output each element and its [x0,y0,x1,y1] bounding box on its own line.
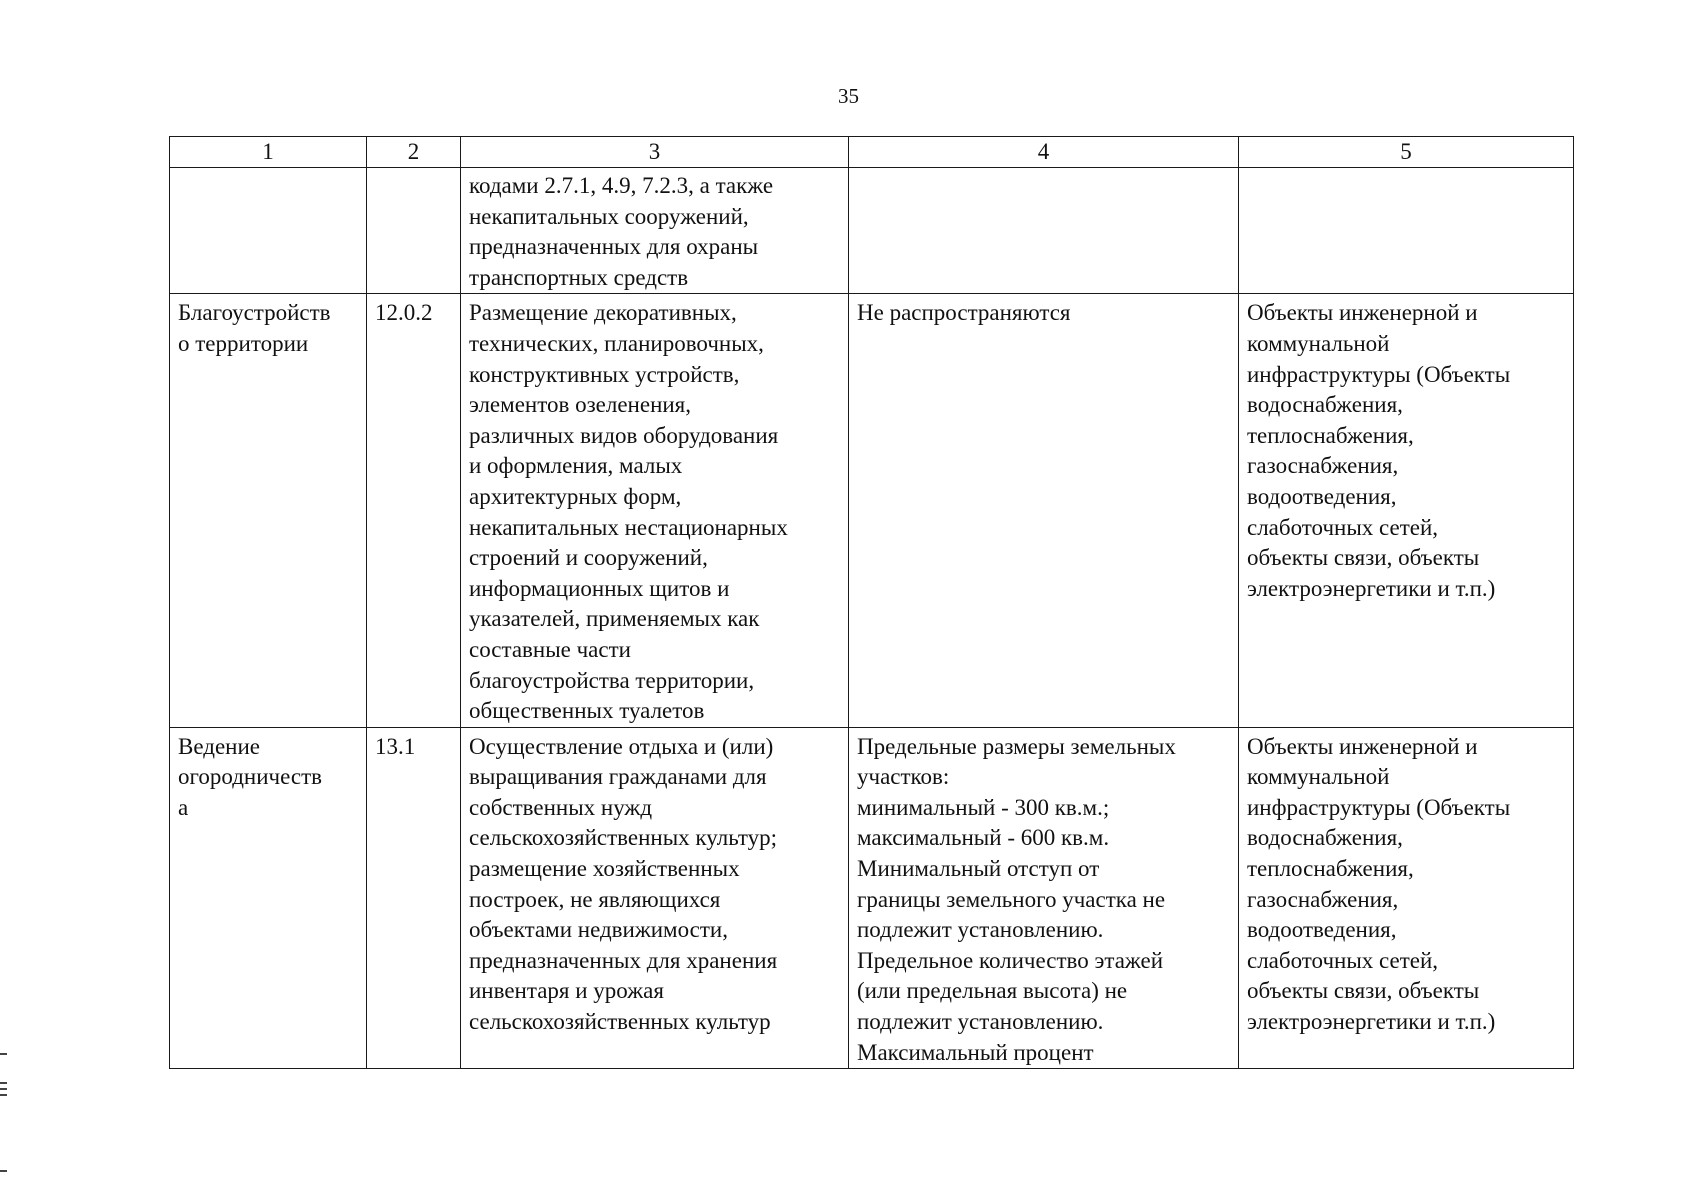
cell-text-line: некапитальных нестационарных [469,514,788,540]
cell-text-line: предназначенных для хранения [469,947,778,973]
cell-text-line: благоустройства территории, [469,667,755,693]
land-use-table [169,136,1574,1069]
table-body [170,168,1574,1069]
cell-text-line: границы земельного участка не [857,886,1166,912]
header-col-4: 4 [849,137,1239,168]
cell-text-line: водоснабжения, [1247,825,1403,851]
cell-use-name [170,168,367,294]
cell-text-line: составные части [469,636,631,662]
cell-text-line: огородничеств [178,764,322,790]
cell-text-line: объекты связи, объекты [1247,545,1480,571]
cell-text-line: сельскохозяйственных культур; [469,825,777,851]
cell-text-line: Объекты инженерной и [1247,733,1478,759]
cell-text-line: теплоснабжения, [1247,856,1414,882]
scan-margin-mark [0,1053,7,1055]
cell-text-line: электроэнергетики и т.п.) [1247,575,1496,601]
header-col-1: 1 [170,137,367,168]
cell-text-line: указателей, применяемых как [469,606,760,632]
cell-text-line: (или предельная высота) не [857,978,1128,1004]
cell-parameters [849,168,1239,294]
cell-text-line: Максимальный процент [857,1039,1094,1065]
scan-margin-mark [0,1094,7,1096]
cell-code: 13.1 [367,727,461,1069]
cell-text-line: Благоустройств [178,300,331,326]
cell-text-line: слаботочных сетей, [1247,514,1439,540]
cell-text-line: газоснабжения, [1247,453,1399,479]
cell-auxiliary-uses [1239,168,1574,294]
cell-text-line: инфраструктуры (Объекты [1247,794,1511,820]
cell-text-line: построек, не являющихся [469,886,721,912]
cell-text-line: максимальный - 600 кв.м. [857,825,1110,851]
header-col-2: 2 [367,137,461,168]
cell-text-line: Ведение [178,733,260,759]
cell-text-line: Объекты инженерной и [1247,300,1478,326]
cell-text-line: конструктивных устройств, [469,361,740,387]
cell-text-line: газоснабжения, [1247,886,1399,912]
cell-text-line: размещение хозяйственных [469,856,740,882]
cell-text-line: Осуществление отдыха и (или) [469,733,774,759]
cell-text-line: водоотведения, [1247,917,1397,943]
cell-text-line: инфраструктуры (Объекты [1247,361,1511,387]
cell-text-line: подлежит установлению. [857,917,1104,943]
scan-margin-mark [0,1082,7,1084]
cell-text-line: теплоснабжения, [1247,422,1414,448]
cell-text-line: Предельные размеры земельных [857,733,1176,759]
cell-text-line: технических, планировочных, [469,330,764,356]
cell-text-line: объектами недвижимости, [469,917,728,943]
cell-text-line: предназначенных для охраны [469,234,759,260]
cell-text-line: сельскохозяйственных культур [469,1009,771,1035]
cell-text-line: подлежит установлению. [857,1009,1104,1035]
cell-text-line: участков: [857,764,950,790]
cell-text-line: собственных нужд [469,794,653,820]
cell-auxiliary-uses [1239,727,1574,1069]
header-col-3: 3 [461,137,849,168]
cell-text-line: общественных туалетов [469,698,705,724]
cell-description [461,294,849,727]
cell-text-line: Предельное количество этажей [857,947,1164,973]
cell-use-name [170,727,367,1069]
cell-text-line: водоотведения, [1247,483,1397,509]
cell-text-line: коммунальной [1247,330,1390,356]
table-row [170,294,1574,727]
cell-use-name [170,294,367,727]
cell-text-line: минимальный - 300 кв.м.; [857,794,1110,820]
cell-auxiliary-uses [1239,294,1574,727]
cell-text-line: слаботочных сетей, [1247,947,1439,973]
cell-text-line: электроэнергетики и т.п.) [1247,1009,1496,1035]
scan-margin-mark [0,1088,7,1090]
cell-text-line: Размещение декоративных, [469,300,737,326]
cell-code [367,168,461,294]
cell-text-line: различных видов оборудования [469,422,779,448]
cell-text-line: кодами 2.7.1, 4.9, 7.2.3, а также [469,173,774,198]
header-row [170,137,1574,168]
table-header [170,137,1574,168]
cell-text-line: а [178,794,189,820]
cell-text-line: транспортных средств [469,264,689,290]
cell-text-line: и оформления, малых [469,453,683,479]
cell-text-line: информационных щитов и [469,575,730,601]
scan-margin-mark [0,1170,7,1172]
cell-text-line: инвентаря и урожая [469,978,664,1004]
cell-text-line: объекты связи, объекты [1247,978,1480,1004]
cell-text-line: строений и сооружений, [469,545,708,571]
cell-parameters [849,727,1239,1069]
cell-text-line: водоснабжения, [1247,392,1403,418]
header-col-5: 5 [1239,137,1574,168]
cell-text-line: выращивания гражданами для [469,764,767,790]
cell-text-line: элементов озеленения, [469,392,692,418]
page-number: 35 [838,84,859,108]
cell-text-line: Минимальный отступ от [857,856,1100,882]
table-row [170,168,1574,294]
cell-parameters [849,294,1239,727]
cell-text-line: некапитальных сооружений, [469,203,749,229]
cell-text-line: Не распространяются [857,300,1071,326]
cell-text-line: о территории [178,330,309,356]
cell-text-line: архитектурных форм, [469,483,682,509]
cell-code: 12.0.2 [367,294,461,727]
table-row [170,727,1574,1069]
cell-text-line: коммунальной [1247,764,1390,790]
cell-description [461,727,849,1069]
cell-description [461,168,849,294]
